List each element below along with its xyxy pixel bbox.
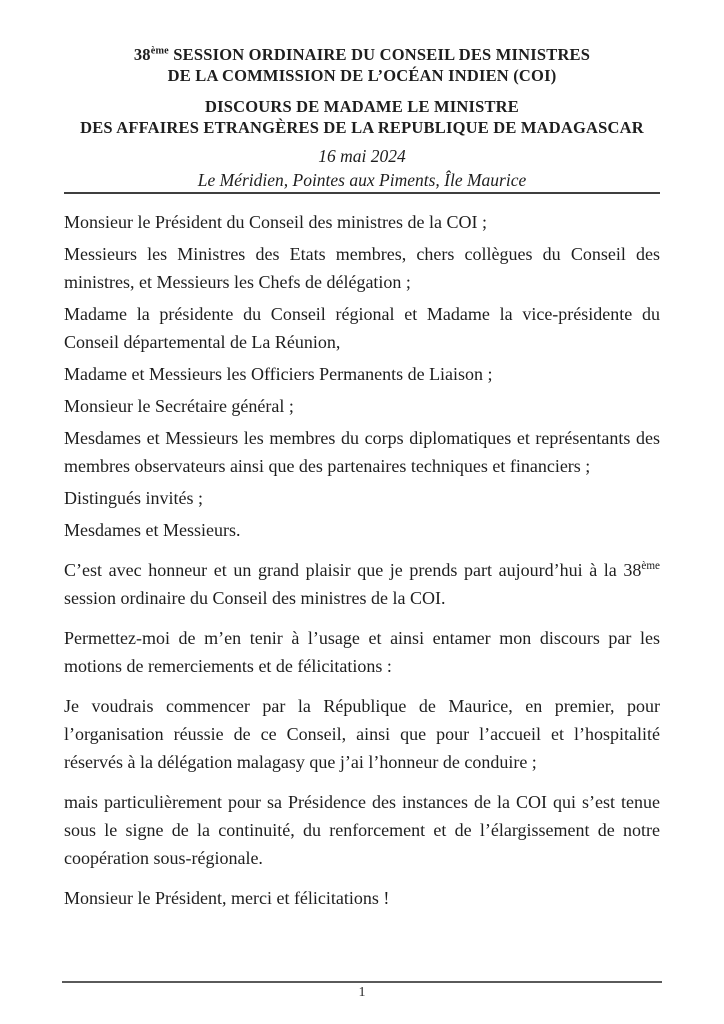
page-footer bbox=[62, 981, 662, 1002]
body-paragraph: Je voudrais commencer par la République de Maurice, en premier, pour l’organisation réussie de ce Conseil, ainsi que pour l’accueil et l’hospitalité réservés à la délégation malagasy que j’ai l’honneur de conduire ; bbox=[64, 696, 660, 772]
page-number: 1 bbox=[358, 985, 366, 1000]
subtitle-line-1: DISCOURS DE MADAME LE MINISTRE bbox=[204, 97, 520, 116]
opening-text-after: session ordinaire du Conseil des ministres de la COI. bbox=[64, 588, 446, 608]
title-line-1 bbox=[64, 44, 660, 65]
opening-text-before: C’est avec honneur et un grand plaisir que je prends part aujourd’hui à la 38 bbox=[64, 560, 642, 580]
title-line-1-text: SESSION ORDINAIRE DU CONSEIL DES MINISTRES bbox=[168, 45, 591, 64]
title-line-2: DE LA COMMISSION DE L’OCÉAN INDIEN (COI) bbox=[167, 66, 557, 85]
date-line: 16 mai 2024 bbox=[318, 146, 406, 166]
opening-ordinal-superscript: ème bbox=[641, 560, 660, 572]
salutation-paragraph: Madame la présidente du Conseil régional et Madame la vice-présidente du Conseil départemental de La Réunion, bbox=[64, 304, 660, 352]
title-ordinal-superscript: ème bbox=[150, 45, 169, 57]
header-divider bbox=[64, 192, 660, 194]
salutation-paragraph: Distingués invités ; bbox=[64, 488, 203, 508]
salutation-paragraph: Madame et Messieurs les Officiers Permanents de Liaison ; bbox=[64, 364, 493, 384]
salutation-paragraph: Messieurs les Ministres des Etats membres, chers collègues du Conseil des ministres, et Messieurs les Chefs de délégation ; bbox=[64, 244, 660, 292]
document-header bbox=[64, 44, 660, 194]
salutation-paragraph: Mesdames et Messieurs. bbox=[64, 520, 241, 540]
body-paragraph: mais particulièrement pour sa Présidence des instances de la COI qui s’est tenue sous le signe de la continuité, du renforcement et de l’élargissement de notre coopération sous-régionale. bbox=[64, 792, 660, 868]
subtitle-line-2: DES AFFAIRES ETRANGÈRES DE LA REPUBLIQUE DE MADAGASCAR bbox=[80, 118, 644, 137]
salutations-block bbox=[64, 208, 660, 544]
subtitle-block bbox=[64, 96, 660, 138]
title-session-number: 38 bbox=[133, 45, 151, 64]
body-paragraph: Monsieur le Président, merci et félicitations ! bbox=[64, 888, 390, 908]
speech-block bbox=[64, 556, 660, 912]
venue-line: Le Méridien, Pointes aux Piments, Île Maurice bbox=[197, 170, 527, 190]
salutation-paragraph: Monsieur le Secrétaire général ; bbox=[64, 396, 294, 416]
document-body bbox=[64, 208, 660, 912]
opening-paragraph bbox=[64, 556, 660, 612]
salutation-paragraph: Monsieur le Président du Conseil des ministres de la COI ; bbox=[64, 212, 487, 232]
body-paragraph: Permettez-moi de m’en tenir à l’usage et ainsi entamer mon discours par les motions de remerciements et de félicitations : bbox=[64, 628, 660, 676]
salutation-paragraph: Mesdames et Messieurs les membres du corps diplomatiques et représentants des membres observateurs ainsi que des partenaires techniques et financiers ; bbox=[64, 428, 660, 476]
